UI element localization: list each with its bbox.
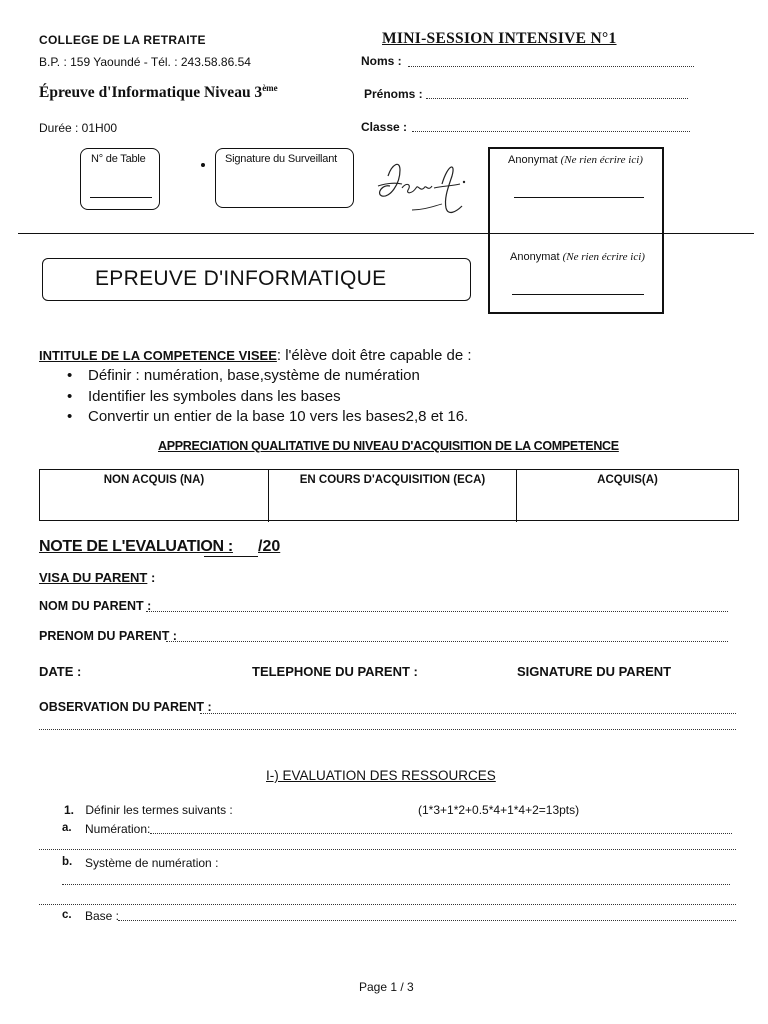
competence-intro: : l'élève doit être capable de : <box>276 347 472 364</box>
visa-parent-label: VISA DU PARENT <box>39 570 148 585</box>
competence-title: INTITULE DE LA COMPETENCE VISEE <box>39 348 277 363</box>
exam-level-sup: ème <box>262 83 278 93</box>
supervisor-signature-box[interactable] <box>215 148 354 208</box>
appreciation-col-a[interactable]: ACQUIS(A) <box>597 474 658 486</box>
anonymat-word-bottom: Anonymat <box>510 251 560 263</box>
appreciation-col-eca[interactable]: EN COURS D'ACQUISITION (ECA) <box>269 470 517 522</box>
exam-banner-title: EPREUVE D'INFORMATIQUE <box>95 267 387 290</box>
item-b-text: Système de numération : <box>85 856 219 870</box>
exam-title <box>39 83 278 102</box>
anonymat-word-top: Anonymat <box>508 154 558 166</box>
anonymat-note-bottom: (Ne rien écrire ici) <box>562 251 645 263</box>
observation-field-2[interactable] <box>39 729 736 730</box>
supervisor-signature-label: Signature du Surveillant <box>225 153 337 165</box>
item-b-answer-2[interactable] <box>39 904 736 905</box>
competence-item: • Définir : numération, base,système de numération <box>58 366 468 387</box>
prenoms-field[interactable] <box>426 98 688 99</box>
prenom-parent-field[interactable] <box>166 641 728 642</box>
anonymat-label-top <box>508 154 643 166</box>
signature-parent-label: SIGNATURE DU PARENT <box>517 664 672 679</box>
table-number-line <box>90 197 152 198</box>
competence-item: • Convertir un entier de la base 10 vers les bases2,8 et 16. <box>58 407 468 428</box>
observation-label: OBSERVATION DU PARENT : <box>39 700 212 714</box>
prenom-parent-label: PRENOM DU PARENT : <box>39 629 177 643</box>
appreciation-col-na[interactable]: NON ACQUIS (NA) <box>40 470 269 522</box>
classe-label: Classe : <box>361 120 408 134</box>
visa-parent-colon: : <box>150 570 156 585</box>
item-a-label: a. <box>62 822 72 834</box>
observation-field-1[interactable] <box>200 713 736 714</box>
section-title: I-) EVALUATION DES RESSOURCES <box>266 768 496 783</box>
school-name: COLLEGE DE LA RETRAITE <box>39 33 206 47</box>
question-1 <box>64 803 233 817</box>
note-score-field[interactable] <box>204 556 258 557</box>
table-number-label: N° de Table <box>91 153 146 165</box>
exam-banner <box>42 258 471 301</box>
anonymat-line-top <box>514 197 644 198</box>
question-1-points: (1*3+1*2+0.5*4+1*4+2=13pts) <box>418 803 580 817</box>
visa-parent <box>39 570 155 585</box>
exam-title-text: Épreuve d'Informatique Niveau 3 <box>39 84 263 102</box>
appreciation-table <box>39 469 739 521</box>
table-number-box[interactable] <box>80 148 160 210</box>
question-1-text: Définir les termes suivants : <box>85 803 233 817</box>
session-title: MINI-SESSION INTENSIVE N°1 <box>382 30 617 47</box>
item-a-answer-2[interactable] <box>39 849 736 850</box>
anonymat-box-bottom[interactable] <box>488 234 664 314</box>
anonymat-line-bottom <box>512 294 644 295</box>
competence-list <box>58 366 468 428</box>
competence-heading <box>39 347 472 364</box>
item-b-label: b. <box>62 856 73 868</box>
nom-parent-field[interactable] <box>146 611 728 612</box>
competence-item: • Identifier les symboles dans les bases <box>58 387 468 408</box>
telephone-label: TELEPHONE DU PARENT : <box>252 664 418 679</box>
date-label: DATE : <box>39 664 82 679</box>
note-total: /20 <box>258 538 281 555</box>
prenoms-label: Prénoms : <box>364 87 423 101</box>
item-b-answer-1[interactable] <box>62 884 730 885</box>
anonymat-label-bottom <box>510 251 645 263</box>
note-label: NOTE DE L'EVALUATION : <box>39 538 233 555</box>
dot-mark <box>201 163 205 167</box>
appreciation-title: APPRECIATION QUALITATIVE DU NIVEAU D'ACQUISITION DE LA COMPETENCE <box>158 439 619 453</box>
item-a-text: Numération: <box>85 822 151 836</box>
item-c-label: c. <box>62 909 72 921</box>
page-number: Page 1 / 3 <box>359 980 414 994</box>
exam-duration: Durée : 01H00 <box>39 121 118 135</box>
nom-parent-label: NOM DU PARENT : <box>39 599 152 613</box>
school-contact: B.P. : 159 Yaoundé - Tél. : 243.58.86.54 <box>39 55 251 69</box>
anonymat-note-top: (Ne rien écrire ici) <box>560 154 643 166</box>
question-1-number: 1. <box>64 803 75 817</box>
item-a-answer-1[interactable] <box>150 833 732 834</box>
noms-label: Noms : <box>361 54 402 68</box>
item-c-answer-1[interactable] <box>118 920 736 921</box>
handwritten-signature <box>372 154 472 220</box>
noms-field[interactable] <box>408 66 694 67</box>
anonymat-box-top[interactable] <box>488 147 664 233</box>
item-c-text: Base : <box>85 909 120 923</box>
classe-field[interactable] <box>412 131 690 132</box>
